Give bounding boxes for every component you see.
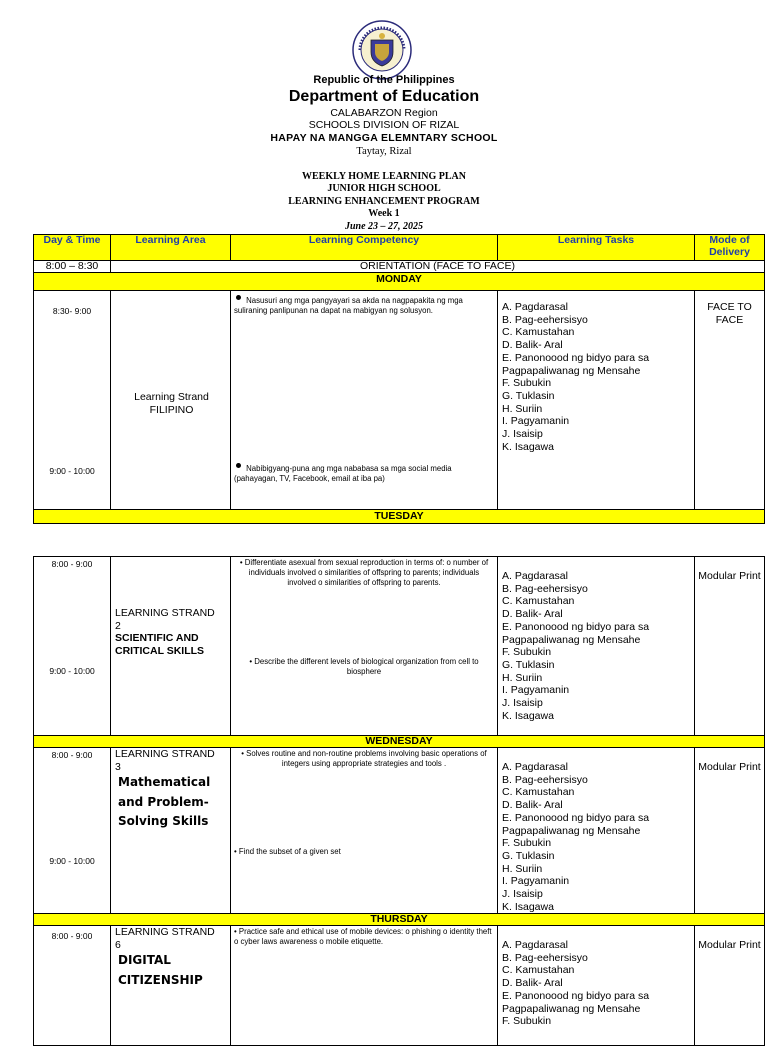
- task-item: J. Isaisip: [502, 697, 543, 710]
- wednesday-time-cell: [34, 748, 111, 914]
- wednesday-time-2: 9:00 - 10:00: [49, 856, 95, 866]
- monday-area-line2: FILIPINO: [149, 403, 194, 416]
- plan-table-monday: [33, 234, 765, 524]
- tuesday-mode-text: Modular Print: [698, 570, 761, 582]
- thursday-learning-area: [111, 926, 231, 1046]
- tuesday-time-1: 8:00 - 9:00: [51, 559, 93, 569]
- monday-time-1: 8:30- 9:00: [52, 306, 92, 316]
- thursday-area-line1: LEARNING STRAND: [115, 926, 215, 938]
- tuesday-learning-area: [111, 557, 231, 736]
- tuesday-area-line1: LEARNING STRAND: [115, 607, 215, 619]
- wednesday-time-1: 8:00 - 9:00: [51, 750, 93, 760]
- division-line: SCHOOLS DIVISION OF RIZAL: [308, 119, 460, 131]
- wednesday-mode: [695, 748, 765, 914]
- task-item: I. Pagyamanin: [502, 415, 570, 428]
- task-item: H. Suriin: [502, 671, 543, 684]
- wednesday-area-line3: Mathematical and Problem-Solving Skills: [118, 775, 211, 829]
- task-item: F. Subukin: [502, 646, 552, 659]
- tuesday-time-cell: [34, 557, 111, 736]
- wednesday-tasks: [498, 748, 695, 914]
- task-item: E. Panonoood ng bidyo para sa Pagpapaliwanag ng Mensahe: [502, 351, 650, 377]
- task-item: F. Subukin: [502, 1015, 552, 1028]
- thursday-time-1: 8:00 - 9:00: [51, 931, 93, 941]
- task-item: E. Panonoood ng bidyo para sa Pagpapaliwanag ng Mensahe: [502, 811, 650, 837]
- task-item: C. Kamustahan: [502, 786, 575, 799]
- tuesday-comp-1: • Differentiate asexual from sexual reproduction in terms of: o number of individuals involved o similarities of offspring to parents; individuals involved o similarities of offspring to parents.: [239, 558, 489, 587]
- deped-seal-icon: [352, 20, 412, 80]
- task-item: C. Kamustahan: [502, 595, 575, 608]
- tuesday-competency: [231, 557, 498, 736]
- day-monday: MONDAY: [34, 273, 765, 291]
- plan-program: LEARNING ENHANCEMENT PROGRAM: [288, 196, 480, 207]
- task-item: F. Subukin: [502, 377, 552, 390]
- monday-comp-2: Nabibigyang-puna ang mga nababasa sa mga social media (pahayagan, TV, Facebook, email at iba pa): [234, 464, 452, 483]
- task-item: A. Pagdarasal: [502, 761, 568, 773]
- thursday-mode-text: Modular Print: [698, 939, 761, 951]
- task-item: D. Balik- Aral: [502, 977, 563, 990]
- monday-time-cell: [34, 291, 111, 510]
- thursday-mode: [695, 926, 765, 1046]
- task-item: H. Suriin: [502, 402, 543, 415]
- monday-competency: [231, 291, 498, 510]
- task-item: I. Pagyamanin: [502, 684, 570, 697]
- wednesday-competency: [231, 748, 498, 914]
- plan-title: WEEKLY HOME LEARNING PLAN: [301, 171, 466, 182]
- day-tuesday: TUESDAY: [34, 510, 765, 524]
- plan-level: JUNIOR HIGH SCHOOL: [327, 183, 441, 194]
- republic-line: Republic of the Philippines: [313, 74, 455, 86]
- task-item: J. Isaisip: [502, 888, 543, 901]
- task-item: B. Pag-eehersisyo: [502, 951, 588, 964]
- task-item: K. Isagawa: [502, 900, 554, 913]
- bullet-icon: [234, 293, 244, 303]
- tuesday-mode: [695, 557, 765, 736]
- monday-mode-text: FACE TO FACE: [707, 301, 752, 326]
- task-item: D. Balik- Aral: [502, 339, 563, 352]
- monday-area-line1: Learning Strand: [134, 391, 209, 403]
- thursday-area-line3: DIGITAL CITIZENSHIP: [118, 953, 203, 987]
- task-item: I. Pagyamanin: [502, 875, 570, 888]
- plan-week: Week 1: [368, 208, 400, 219]
- thursday-time-cell: [34, 926, 111, 1046]
- school-name: HAPAY NA MANGGA ELEMNTARY SCHOOL: [270, 132, 498, 144]
- thursday-tasks: [498, 926, 695, 1046]
- day-thursday: THURSDAY: [34, 914, 765, 926]
- thursday-area-line2: 6: [115, 938, 121, 951]
- col-learning-area: Learning Area: [111, 235, 231, 261]
- task-item: A. Pagdarasal: [502, 939, 568, 951]
- wednesday-comp-2: • Find the subset of a given set: [234, 847, 341, 856]
- region-line: CALABARZON Region: [330, 107, 438, 119]
- task-item: C. Kamustahan: [502, 964, 575, 977]
- bullet-icon: [234, 461, 244, 471]
- plan-table-continued: [33, 556, 765, 1046]
- task-item: D. Balik- Aral: [502, 799, 563, 812]
- tuesday-area-line3: SCIENTIFIC AND CRITICAL SKILLS: [115, 632, 205, 657]
- plan-dates: June 23 – 27, 2025: [344, 221, 424, 232]
- task-item: B. Pag-eehersisyo: [502, 582, 588, 595]
- town-line: Taytay, Rizal: [356, 146, 412, 157]
- wednesday-area-line2: 3: [115, 760, 121, 773]
- task-item: K. Isagawa: [502, 440, 554, 453]
- task-item: H. Suriin: [502, 862, 543, 875]
- thursday-competency: [231, 926, 498, 1046]
- monday-learning-area: [111, 291, 231, 510]
- wednesday-learning-area: [111, 748, 231, 914]
- task-item: C. Kamustahan: [502, 326, 575, 339]
- monday-comp-1: Nasusuri ang mga pangyayari sa akda na nagpapakita ng mga suliraning panlipunan na dapat na mabigyan ng solusyon.: [234, 296, 463, 315]
- task-item: K. Isagawa: [502, 709, 554, 722]
- task-item: B. Pag-eehersisyo: [502, 313, 588, 326]
- wednesday-area-line1: LEARNING STRAND: [115, 748, 215, 760]
- orientation-time: 8:00 – 8:30: [34, 261, 111, 273]
- tuesday-comp-2: • Describe the different levels of biological organization from cell to biosphere: [249, 657, 479, 676]
- task-item: E. Panonoood ng bidyo para sa Pagpapaliwanag ng Mensahe: [502, 620, 650, 646]
- task-item: G. Tuklasin: [502, 658, 555, 671]
- task-item: B. Pag-eehersisyo: [502, 773, 588, 786]
- wednesday-comp-1: • Solves routine and non-routine problems involving basic operations of integers using appropriate strategies and tools .: [241, 749, 487, 768]
- col-competency: Learning Competency: [231, 235, 498, 261]
- task-item: G. Tuklasin: [502, 849, 555, 862]
- col-mode: Mode of Delivery: [695, 235, 765, 261]
- department-title: Department of Education: [288, 88, 480, 105]
- monday-tasks: [498, 291, 695, 510]
- task-item: F. Subukin: [502, 837, 552, 850]
- col-tasks: Learning Tasks: [498, 235, 695, 261]
- task-item: E. Panonoood ng bidyo para sa Pagpapaliwanag ng Mensahe: [502, 989, 650, 1015]
- tuesday-tasks: [498, 557, 695, 736]
- orientation-label: ORIENTATION (FACE TO FACE): [111, 261, 765, 273]
- tuesday-area-line2: 2: [115, 619, 121, 632]
- monday-mode: [695, 291, 765, 510]
- monday-time-2: 9:00 - 10:00: [49, 466, 95, 476]
- task-item: D. Balik- Aral: [502, 608, 563, 621]
- day-wednesday: WEDNESDAY: [34, 736, 765, 748]
- task-item: G. Tuklasin: [502, 389, 555, 402]
- task-item: A. Pagdarasal: [502, 301, 568, 313]
- thursday-comp-1: • Practice safe and ethical use of mobile devices: o phishing o identity theft o cyber laws awareness o mobile etiquette.: [234, 927, 492, 946]
- task-item: J. Isaisip: [502, 428, 543, 441]
- tuesday-time-2: 9:00 - 10:00: [49, 666, 95, 676]
- task-item: A. Pagdarasal: [502, 570, 568, 582]
- col-day-time: Day & Time: [34, 235, 111, 261]
- wednesday-mode-text: Modular Print: [698, 761, 761, 773]
